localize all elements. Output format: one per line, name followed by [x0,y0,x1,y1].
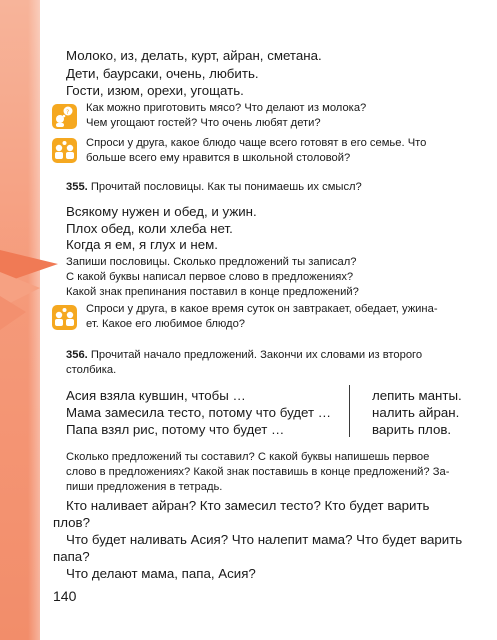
sentence-start: Мама замесила тесто, потому что будет … [66,405,332,420]
proverb: Всякому нужен и обед, и ужин. [66,204,257,219]
question-line: плов? [53,515,90,530]
sentence-ending: лепить манты. [372,388,462,403]
exercise-number: 355. [66,181,88,193]
column-divider [349,385,350,437]
task-line: слово в предложениях? Какой знак поставишь в конце предложений? За- [66,466,450,478]
ask-friend-prompt: Спроси у друга, какое блюдо чаще всего готовят в его семье. Что [86,137,427,149]
instruction-text: Прочитай пословицы. Как ты понимаешь их смысл? [90,181,362,193]
sentence-ending: варить плов. [372,422,452,437]
instruction-text: Прочитай начало предложений. Закончи их словами из второго [90,349,423,361]
question-line: Что будет наливать Асия? Что налепит мама? Что будет варить [66,532,463,547]
think-icon [52,104,77,129]
proverb: Плох обед, коли хлеба нет. [66,221,233,236]
task-line: пиши предложения в тетрадь. [66,481,223,493]
sentence-start: Асия взяла кувшин, чтобы … [66,388,246,403]
sentence-start: Папа взял рис, потому что будет … [66,422,285,437]
intro-line: Дети, баурсаки, очень, любить. [66,66,259,81]
exercise-number: 356. [66,349,88,361]
think-question: Как можно приготовить мясо? Что делают из молока? [86,102,367,114]
task-line: Какой знак препинания поставил в конце предложений? [66,286,359,298]
ask-friend-prompt: ет. Какое его любимое блюдо? [86,318,246,330]
friends-icon [52,305,77,330]
page-number: 140 [53,588,77,604]
intro-line: Молоко, из, делать, курт, айран, сметана. [66,48,322,63]
margin-decoration [0,250,58,330]
task-line: Сколько предложений ты составил? С какой буквы напишешь первое [66,451,430,463]
exercise-355-instruction [66,180,362,195]
think-question: Чем угощают гостей? Что очень любят дети? [86,117,321,129]
question-line: Что делают мама, папа, Асия? [66,566,256,581]
exercise-356-instruction [66,348,422,363]
instruction-text: столбика. [66,364,117,376]
task-line: С какой буквы написал первое слово в предложениях? [66,271,354,283]
question-line: Кто наливает айран? Кто замесил тесто? Кто будет варить [66,498,430,513]
ask-friend-prompt: больше всего ему нравится в школьной столовой? [86,152,351,164]
question-line: папа? [53,549,90,564]
svg-text:?: ? [66,109,70,116]
intro-line: Гости, изюм, орехи, угощать. [66,83,244,98]
task-line: Запиши пословицы. Сколько предложений ты записал? [66,256,357,268]
sentence-ending: налить айран. [372,405,460,420]
friends-icon [52,138,77,163]
ask-friend-prompt: Спроси у друга, в какое время суток он завтракает, обедает, ужина- [86,303,438,315]
proverb: Когда я ем, я глух и нем. [66,237,218,252]
